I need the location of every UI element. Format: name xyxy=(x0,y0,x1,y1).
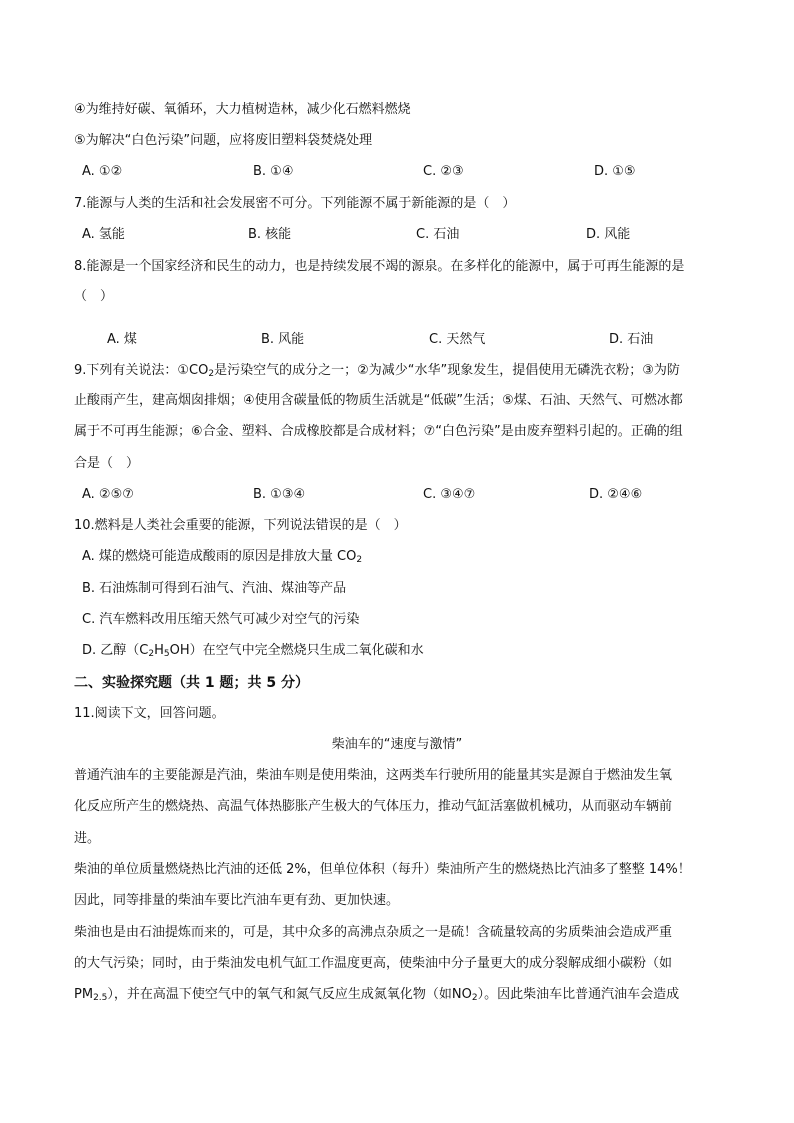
article-p3-text-c: ）。因此柴油车比普通汽油车会造成 xyxy=(477,987,680,1002)
article-p1-line-2: 化反应所产生的燃烧热、高温气体热膨胀产生极大的气体压力，推动气缸活塞做机械功，从而驱动车辆前 xyxy=(74,799,673,814)
q6-option-c[interactable]: C. ②③ xyxy=(423,164,464,179)
article-p3-line-1: 柴油也是由石油提炼而来的，可是，其中众多的高沸点杂质之一是硫！含硫量较高的劣质柴油会造成严重 xyxy=(74,925,673,940)
q9-option-d[interactable]: D. ②④⑥ xyxy=(589,487,643,502)
q9-text-1a: 9.下列有关说法：①CO xyxy=(74,363,209,378)
q8-stem-line-1: 8.能源是一个国家经济和民生的动力，也是持续发展不竭的源泉。在多样化的能源中，属于可再生能源的是 xyxy=(74,259,685,274)
q8-options xyxy=(0,330,794,350)
q9-options xyxy=(0,485,794,505)
q7-option-c[interactable]: C. 石油 xyxy=(416,227,460,242)
q10-co2-subscript: 2 xyxy=(356,555,363,565)
article-p3-line-3 xyxy=(74,985,679,1008)
q7-option-d[interactable]: D. 风能 xyxy=(586,227,631,242)
q10-d-sub-1: 2 xyxy=(148,649,155,659)
article-p1-line-1: 普通汽油车的主要能源是汽油，柴油车则是使用柴油，这两类车行驶所用的能量其实是源自于燃油发生氧 xyxy=(74,768,673,783)
q10-option-c[interactable]: C. 汽车燃料改用压缩天然气可减少对空气的污染 xyxy=(82,612,360,627)
q10-option-a[interactable] xyxy=(82,547,362,570)
q6-option-b[interactable]: B. ①④ xyxy=(253,164,294,179)
q10-option-b[interactable]: B. 石油炼制可得到石油气、汽油、煤油等产品 xyxy=(82,581,347,596)
q8-option-d[interactable]: D. 石油 xyxy=(609,332,654,347)
q8-option-b[interactable]: B. 风能 xyxy=(261,332,305,347)
pm-text: PM xyxy=(74,987,94,1002)
q8-stem-line-2: （ ） xyxy=(74,289,114,304)
section-2-heading: 二、实验探究题（共 1 题；共 5 分） xyxy=(74,675,309,691)
q9-option-a[interactable]: A. ②⑤⑦ xyxy=(82,487,134,502)
q8-option-c[interactable]: C. 天然气 xyxy=(429,332,486,347)
article-p2-line-1: 柴油的单位质量燃烧热比汽油的还低 2%，但单位体积（每升）柴油所产生的燃烧热比汽油多了整整 14%！ xyxy=(74,862,691,877)
article-p3-text-b: ），并在高温下使空气中的氧气和氮气反应生成氮氧化物（如NO xyxy=(107,987,472,1002)
q7-option-a[interactable]: A. 氢能 xyxy=(82,227,125,242)
q10-option-d-pre: D. 乙醇（C xyxy=(82,643,149,658)
q9-option-b[interactable]: B. ①③④ xyxy=(253,487,306,502)
q9-option-c[interactable]: C. ③④⑦ xyxy=(423,487,476,502)
q7-options xyxy=(0,225,794,245)
q7-stem: 7.能源与人类的生活和社会发展密不可分。下列能源不属于新能源的是（ ） xyxy=(74,196,516,211)
q7-option-b[interactable]: B. 核能 xyxy=(248,227,292,242)
q9-text-1b: 是污染空气的成分之一；②为减少“水华”现象发生，提倡使用无磷洗衣粉；③为防 xyxy=(214,363,680,378)
q10-option-d-post: OH）在空气中完全燃烧只生成二氧化碳和水 xyxy=(169,643,424,658)
q10-stem: 10.燃料是人类社会重要的能源，下列说法错误的是（ ） xyxy=(74,518,407,533)
q10-option-a-text: A. 煤的燃烧可能造成酸雨的原因是排放大量 CO xyxy=(82,549,357,564)
q9-stem-line-1 xyxy=(74,361,680,384)
q6-option-d[interactable]: D. ①⑤ xyxy=(594,164,636,179)
q10-option-d-mid: H xyxy=(154,643,164,658)
q10-d-sub-2: 5 xyxy=(163,649,170,659)
article-p1-line-3: 进。 xyxy=(74,831,101,846)
q6-item-5: ⑤为解决“白色污染”问题，应将废旧塑料袋焚烧处理 xyxy=(74,133,373,148)
article-p2-line-2: 因此，同等排量的柴油车要比汽油车更有劲、更加快速。 xyxy=(74,893,400,908)
pm-subscript: 2.5 xyxy=(93,993,108,1003)
q9-stem-line-4: 合是（ ） xyxy=(74,456,140,471)
q10-option-d[interactable] xyxy=(82,641,424,664)
q6-item-4: ④为维持好碳、氧循环，大力植树造林，减少化石燃料燃烧 xyxy=(74,102,411,117)
article-p3-line-2: 的大气污染；同时，由于柴油发电机气缸工作温度更高，使柴油中分子量更大的成分裂解成细小碳粉（如 xyxy=(74,956,673,971)
article-title: 柴油车的“速度与激情” xyxy=(331,737,463,752)
q9-stem-line-3: 属于不可再生能源；⑥合金、塑料、合成橡胶都是合成材料；⑦“白色污染”是由废弃塑料引起的。正确的组 xyxy=(74,424,683,439)
q9-stem-line-2: 止酸雨产生，建高烟囱排烟；④使用含碳量低的物质生活就是“低碳”生活；⑤煤、石油、天然气、可燃冰都 xyxy=(74,393,683,408)
q11-stem: 11.阅读下文，回答问题。 xyxy=(74,706,225,721)
q6-option-a[interactable]: A. ①② xyxy=(82,164,123,179)
q9-co2-subscript: 2 xyxy=(208,369,215,379)
q6-options xyxy=(0,162,794,182)
no2-subscript: 2 xyxy=(471,993,478,1003)
q8-option-a[interactable]: A. 煤 xyxy=(107,332,137,347)
